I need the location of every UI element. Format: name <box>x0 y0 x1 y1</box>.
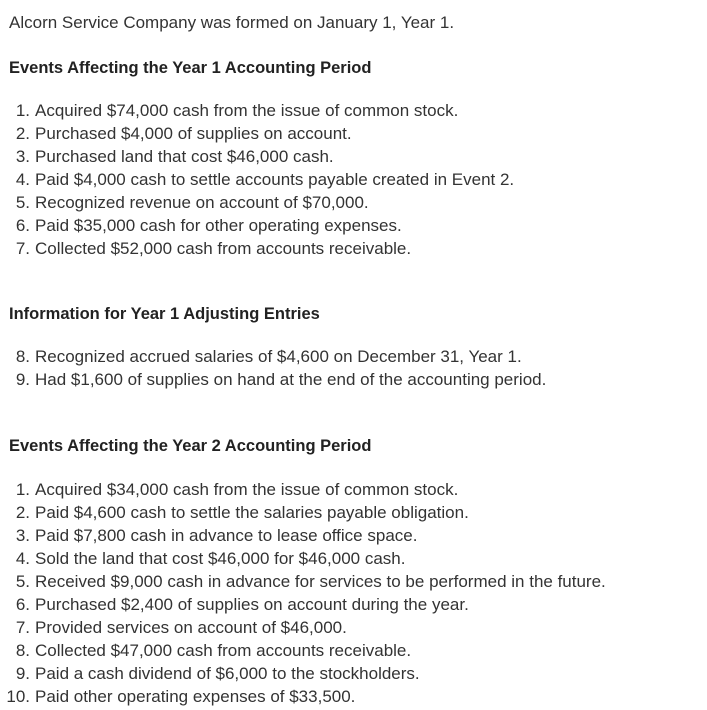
intro-text: Alcorn Service Company was formed on January 1, Year 1. <box>9 13 455 32</box>
list-item: 7. Collected $52,000 cash from accounts receivable. <box>15 239 412 258</box>
list-item: 9. Paid a cash dividend of $6,000 to the stockholders. <box>15 664 420 683</box>
list-item: 1. Acquired $34,000 cash from the issue of common stock. <box>15 480 459 499</box>
list-item: 6. Purchased $2,400 of supplies on account during the year. <box>15 595 469 614</box>
list-item: 4. Paid $4,000 cash to settle accounts payable created in Event 2. <box>15 170 515 189</box>
list-item: 9. Had $1,600 of supplies on hand at the end of the accounting period. <box>15 370 547 389</box>
list-item: 1. Acquired $74,000 cash from the issue of common stock. <box>15 101 459 120</box>
list-item: 6. Paid $35,000 cash for other operating expenses. <box>15 216 402 235</box>
list-item: 4. Sold the land that cost $46,000 for $46,000 cash. <box>15 549 406 568</box>
list-item: 5. Received $9,000 cash in advance for services to be performed in the future. <box>15 572 606 591</box>
list-item: 2. Paid $4,600 cash to settle the salaries payable obligation. <box>15 503 469 522</box>
section-heading-year2-events: Events Affecting the Year 2 Accounting Period <box>9 437 372 455</box>
list-item: 5. Recognized revenue on account of $70,000. <box>15 193 369 212</box>
list-item: 3. Paid $7,800 cash in advance to lease office space. <box>15 526 418 545</box>
section-heading-year1-adjusting: Information for Year 1 Adjusting Entries <box>9 305 320 323</box>
year1-events-list <box>0 99 514 260</box>
list-item: 3. Purchased land that cost $46,000 cash. <box>15 147 334 166</box>
list-item: 8. Collected $47,000 cash from accounts receivable. <box>15 641 412 660</box>
year1-adjusting-list <box>0 345 546 391</box>
year2-events-list <box>0 478 606 708</box>
list-item: 7. Provided services on account of $46,000. <box>15 618 347 637</box>
list-item: 8. Recognized accrued salaries of $4,600 on December 31, Year 1. <box>15 347 522 366</box>
list-item: 10. Paid other operating expenses of $33,500. <box>6 687 356 706</box>
list-item: 2. Purchased $4,000 of supplies on account. <box>15 124 352 143</box>
section-heading-year1-events: Events Affecting the Year 1 Accounting Period <box>9 59 372 77</box>
